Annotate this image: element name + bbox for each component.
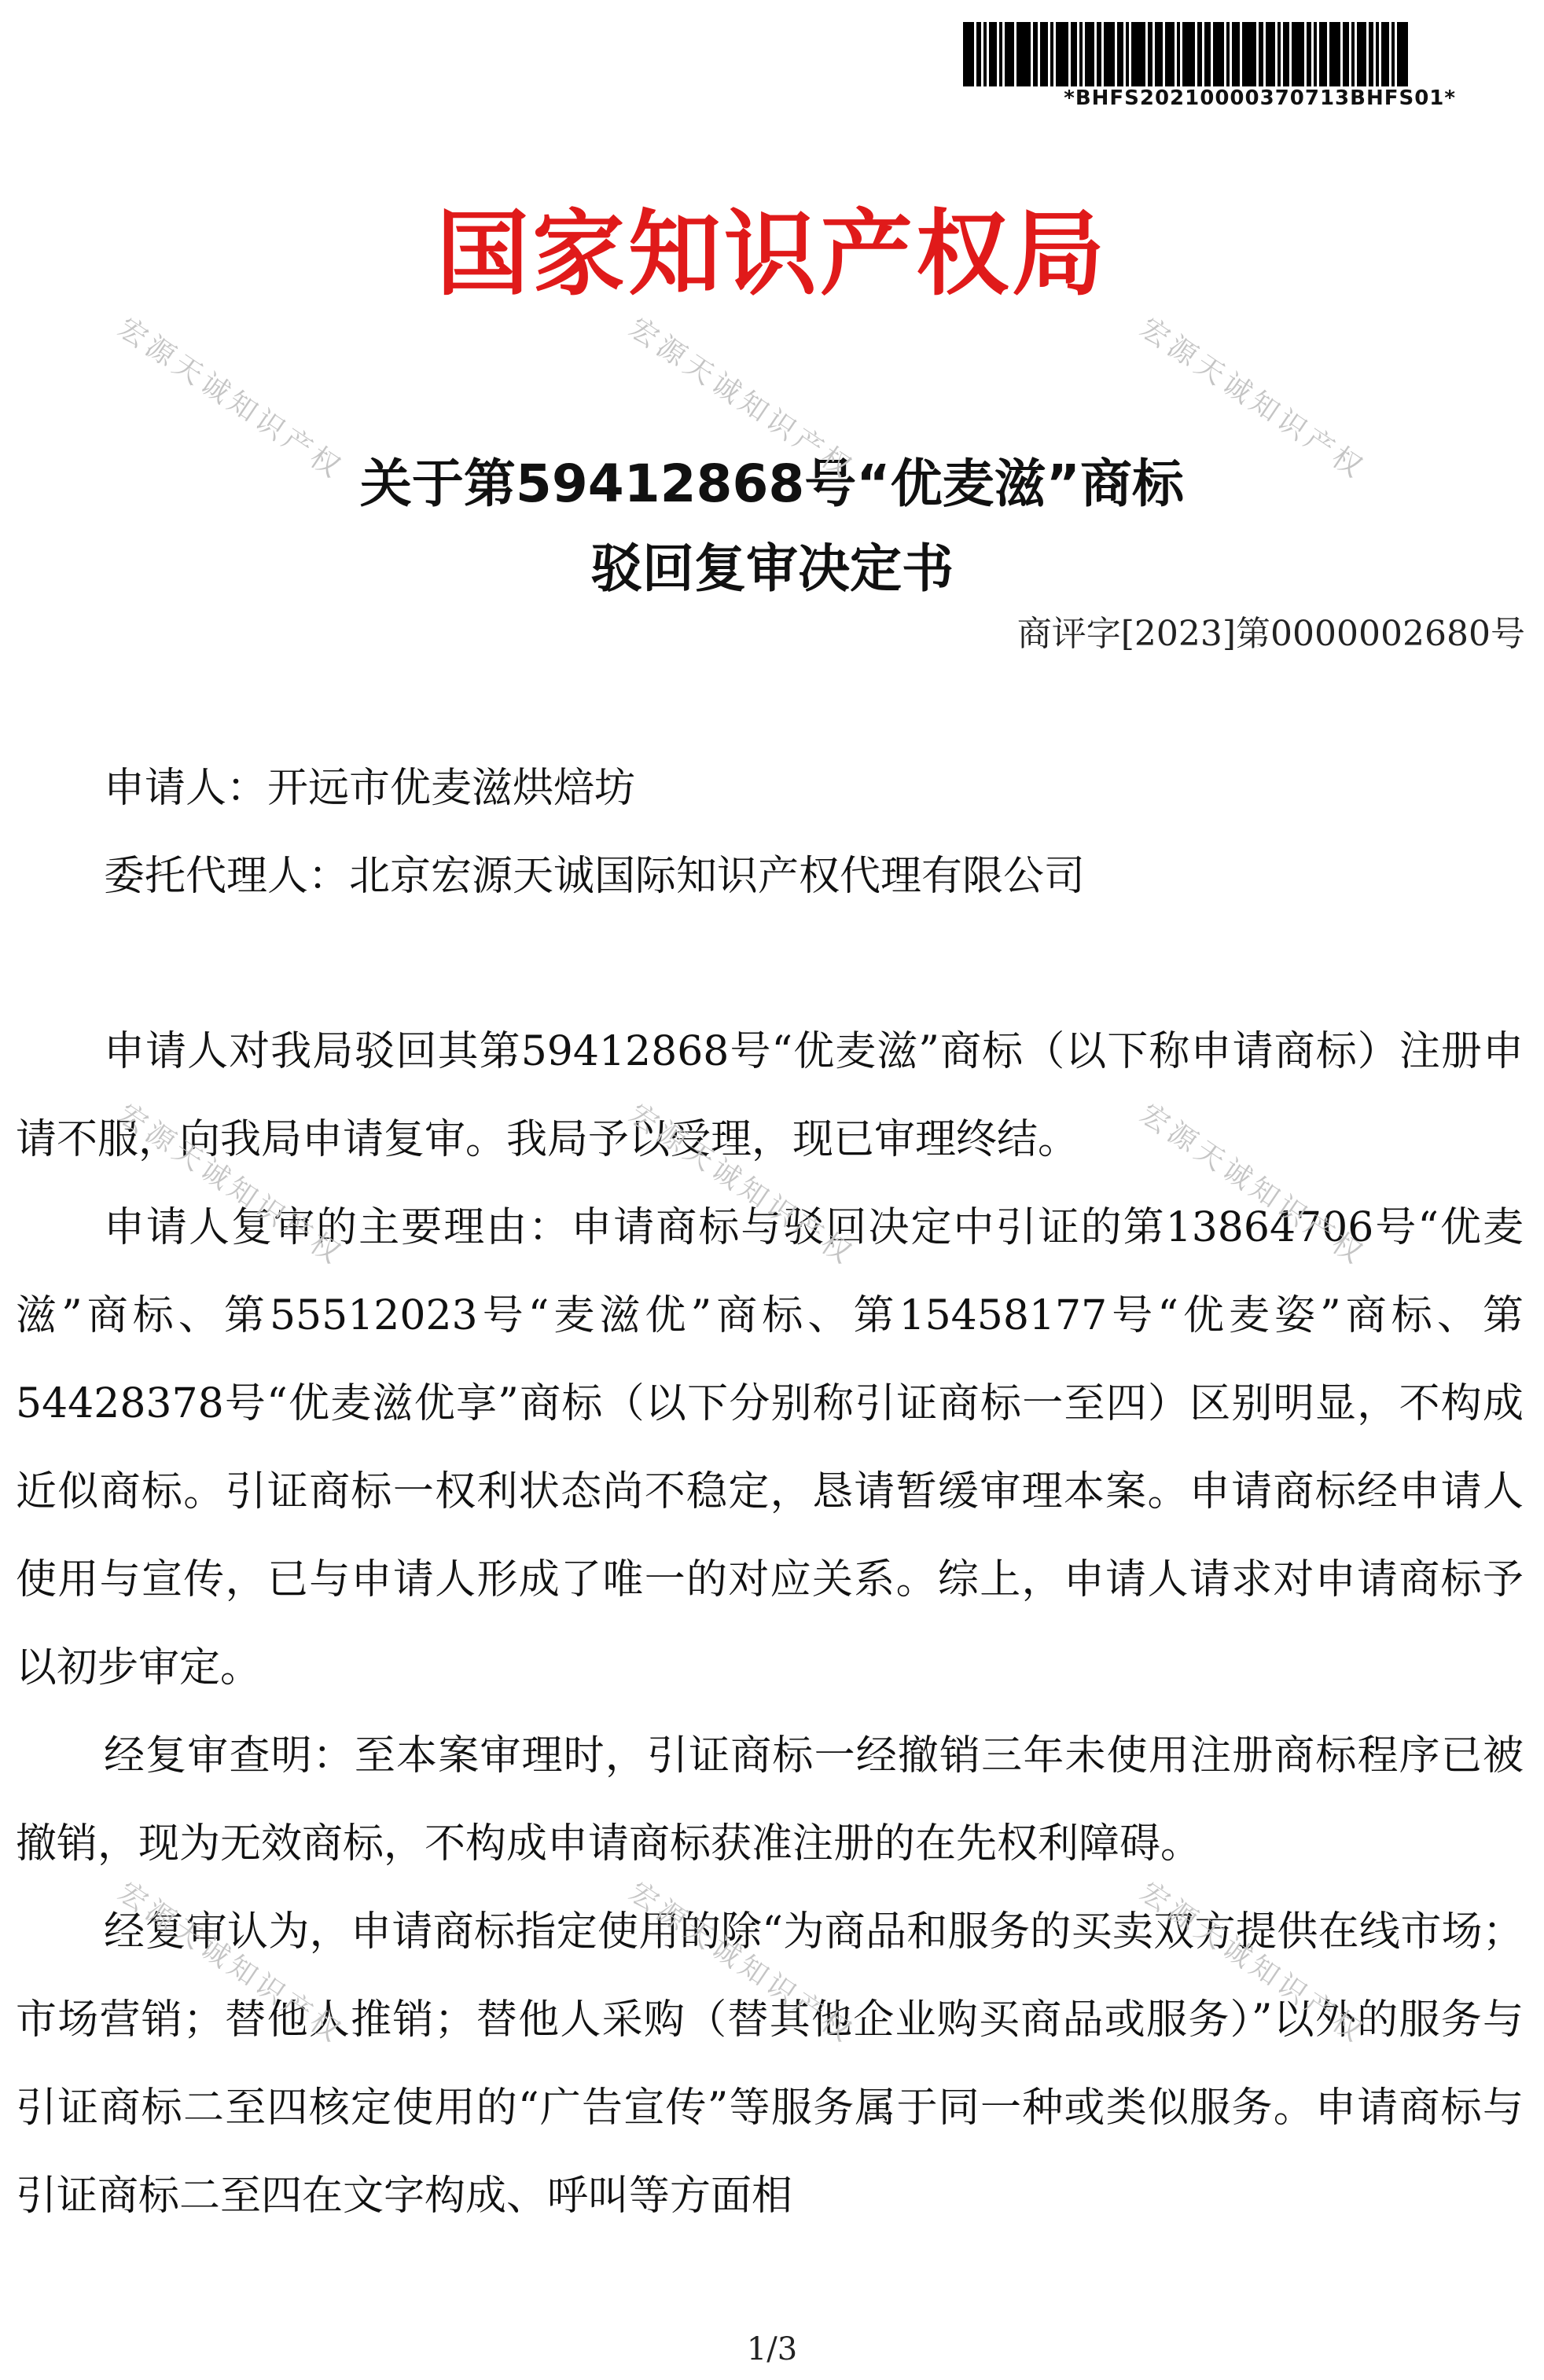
watermark: 宏源天诚知识产权 [623,1875,861,2051]
page-number: 1/3 [746,2331,798,2367]
watermark: 宏源天诚知识产权 [1134,311,1372,487]
watermark: 宏源天诚知识产权 [1134,1875,1372,2051]
watermark: 宏源天诚知识产权 [623,1097,861,1273]
watermark: 宏源天诚知识产权 [112,1875,350,2051]
watermark: 宏源天诚知识产权 [112,311,350,487]
barcode-code: *BHFS20210000370713BHFS01* [1064,86,1456,110]
barcode [963,22,1439,86]
document-title-line2: 驳回复审决定书 [590,538,954,599]
paragraph: 申请人复审的主要理由：申请商标与驳回决定中引证的第13864706号“优麦滋”商标、第55512023号“麦滋优”商标、第15458177号“优麦姿”商标、第54428378号“优麦滋优享”商标（以下分别称引证商标一至四）区别明显，不构成近似商标。引证商标一权利状态尚不稳定，恳请暂缓审理本案。申请商标经申请人使用与宣传，已与申请人形成了唯一的对应关系。综上，申请人请求对申请商标予以初步审定。 [16,1204,1524,1691]
watermark: 宏源天诚知识产权 [1134,1097,1372,1273]
agent: 委托代理人：北京宏源天诚国际知识产权代理有限公司 [104,853,1086,900]
paragraph: 申请人对我局驳回其第59412868号“优麦滋”商标（以下称申请商标）注册申请不服，向我局申请复审。我局予以受理，现已审理终结。 [16,1028,1524,1163]
watermark: 宏源天诚知识产权 [623,311,861,487]
paragraph: 经复审查明：至本案审理时，引证商标一经撤销三年未使用注册商标程序已被撤销，现为无效商标，不构成申请商标获准注册的在先权利障碍。 [16,1732,1524,1868]
applicant: 申请人：开远市优麦滋烘焙坊 [104,765,636,812]
watermark: 宏源天诚知识产权 [112,1097,350,1273]
document-number: 商评字[2023]第0000002680号 [1016,614,1525,654]
body-text [16,1008,1524,2240]
document-title-line1: 关于第59412868号“优麦滋”商标 [359,454,1185,514]
paragraph: 经复审认为，申请商标指定使用的除“为商品和服务的买卖双方提供在线市场；市场营销；替他人推销；替他人采购（替其他企业购买商品或服务）”以外的服务与引证商标二至四核定使用的“广告宣传”等服务属于同一种或类似服务。申请商标与引证商标二至四在文字构成、呼叫等方面相 [16,1908,1524,2220]
agency-name: 国家知识产权局 [436,200,1108,308]
